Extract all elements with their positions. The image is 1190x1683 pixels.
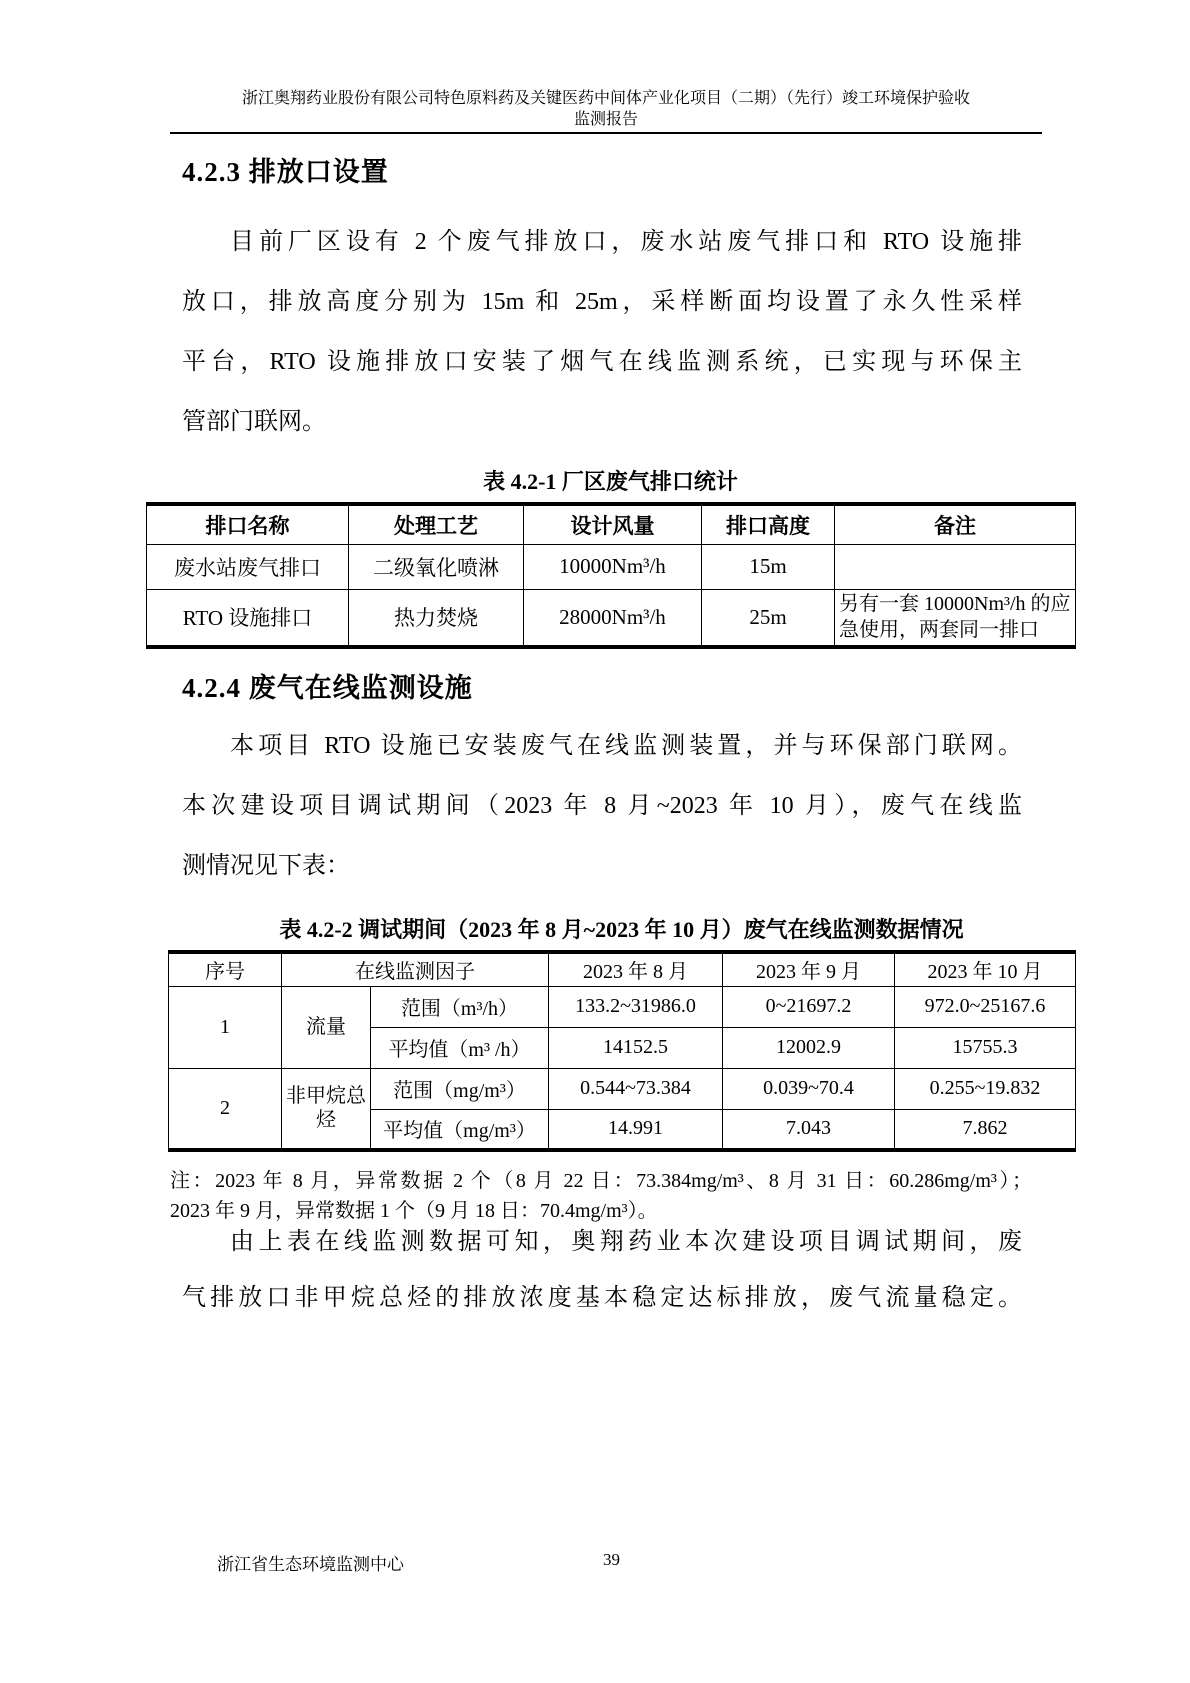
col-header-height: 排口高度 — [702, 504, 835, 544]
note-line: 2023 年 9 月，异常数据 1 个（9 月 18 日：70.4mg/m³）。 — [170, 1200, 658, 1222]
paragraph-line: 平台，RTO 设施排放口安装了烟气在线监测系统，已实现与环保主 — [182, 349, 1022, 375]
col-header-process: 处理工艺 — [349, 504, 524, 544]
header-line-1: 浙江奥翔药业股份有限公司特色原料药及关键医药中间体产业化项目（二期）（先行）竣工环境保护验收 — [241, 90, 970, 107]
cell-aug: 14.991 — [549, 1109, 723, 1150]
col-header-outlet-name: 排口名称 — [147, 504, 349, 544]
cell-sep: 0.039~70.4 — [723, 1068, 895, 1109]
cell-airflow: 10000Nm³/h — [524, 544, 702, 589]
table-header-row — [169, 952, 1076, 986]
cell-metric: 范围（mg/m³） — [371, 1068, 549, 1109]
note-line: 注：2023 年 8 月，异常数据 2 个（8 月 22 日：73.384mg/m³、8 月 31 日：60.286mg/m³）； — [170, 1170, 1032, 1192]
col-header-aug: 2023 年 8 月 — [549, 952, 723, 986]
cell-sep: 7.043 — [723, 1109, 895, 1150]
page-header — [170, 88, 1042, 130]
table-row — [147, 544, 1076, 589]
paragraph-424 — [182, 716, 1022, 896]
paragraph-line: 气排放口非甲烷总烃的排放浓度基本稳定达标排放，废气流量稳定。 — [182, 1285, 1022, 1311]
cell-aug: 14152.5 — [549, 1027, 723, 1068]
cell-remark: 另有一套 10000Nm³/h 的应急使用，两套同一排口 — [835, 589, 1076, 647]
paragraph-line: 目前厂区设有 2 个废气排放口，废水站废气排口和 RTO 设施排 — [230, 229, 1022, 255]
col-header-oct: 2023 年 10 月 — [895, 952, 1076, 986]
table-row — [147, 589, 1076, 647]
paragraph-line: 放口，排放高度分别为 15m 和 25m，采样断面均设置了永久性采样 — [182, 289, 1022, 315]
cell-outlet-name: RTO 设施排口 — [147, 589, 349, 647]
cell-oct: 972.0~25167.6 — [895, 986, 1076, 1027]
closing-paragraph — [182, 1214, 1022, 1326]
cell-group-no: 1 — [169, 986, 282, 1068]
col-header-airflow: 设计风量 — [524, 504, 702, 544]
table2-caption: 表 4.2-2 调试期间（2023 年 8 月~2023 年 10 月）废气在线监测数据情况 — [279, 917, 964, 942]
table-header-row — [147, 504, 1076, 544]
footer-organization: 浙江省生态环境监测中心 — [217, 1555, 404, 1574]
cell-factor: 流量 — [282, 986, 371, 1068]
table-outlet-statistics — [146, 502, 1076, 649]
section-heading-424: 4.2.4 废气在线监测设施 — [182, 673, 473, 703]
table-online-monitoring-data — [168, 950, 1076, 1152]
header-line-2: 监测报告 — [573, 111, 638, 128]
cell-factor: 非甲烷总烃 — [282, 1068, 371, 1150]
paragraph-line: 管部门联网。 — [182, 409, 326, 435]
paragraph-423 — [182, 212, 1022, 452]
cell-outlet-name: 废水站废气排口 — [147, 544, 349, 589]
cell-height: 15m — [702, 544, 835, 589]
footer-page-number: 39 — [603, 1550, 620, 1569]
cell-aug: 133.2~31986.0 — [549, 986, 723, 1027]
cell-sep: 0~21697.2 — [723, 986, 895, 1027]
section-heading-423: 4.2.3 排放口设置 — [182, 157, 389, 187]
cell-process: 热力焚烧 — [349, 589, 524, 647]
cell-group-no: 2 — [169, 1068, 282, 1150]
table1-caption: 表 4.2-1 厂区废气排口统计 — [483, 469, 738, 494]
header-divider — [170, 132, 1042, 134]
cell-metric: 平均值（mg/m³） — [371, 1109, 549, 1150]
table-row — [169, 986, 1076, 1027]
paragraph-line: 本项目 RTO 设施已安装废气在线监测装置，并与环保部门联网。 — [230, 733, 1022, 759]
cell-oct: 7.862 — [895, 1109, 1076, 1150]
cell-oct: 15755.3 — [895, 1027, 1076, 1068]
paragraph-line: 由上表在线监测数据可知，奥翔药业本次建设项目调试期间，废 — [230, 1229, 1022, 1255]
cell-oct: 0.255~19.832 — [895, 1068, 1076, 1109]
col-header-factor: 在线监测因子 — [282, 952, 549, 986]
cell-aug: 0.544~73.384 — [549, 1068, 723, 1109]
col-header-remark: 备注 — [835, 504, 1076, 544]
cell-metric: 平均值（m³ /h） — [371, 1027, 549, 1068]
cell-height: 25m — [702, 589, 835, 647]
table-row — [169, 1068, 1076, 1109]
cell-airflow: 28000Nm³/h — [524, 589, 702, 647]
cell-sep: 12002.9 — [723, 1027, 895, 1068]
cell-process: 二级氧化喷淋 — [349, 544, 524, 589]
col-header-sep: 2023 年 9 月 — [723, 952, 895, 986]
cell-remark — [835, 544, 1076, 589]
paragraph-line: 本次建设项目调试期间（2023 年 8 月~2023 年 10 月），废气在线监 — [182, 793, 1022, 819]
paragraph-line: 测情况见下表： — [182, 853, 350, 879]
cell-metric: 范围（m³/h） — [371, 986, 549, 1027]
col-header-no: 序号 — [169, 952, 282, 986]
